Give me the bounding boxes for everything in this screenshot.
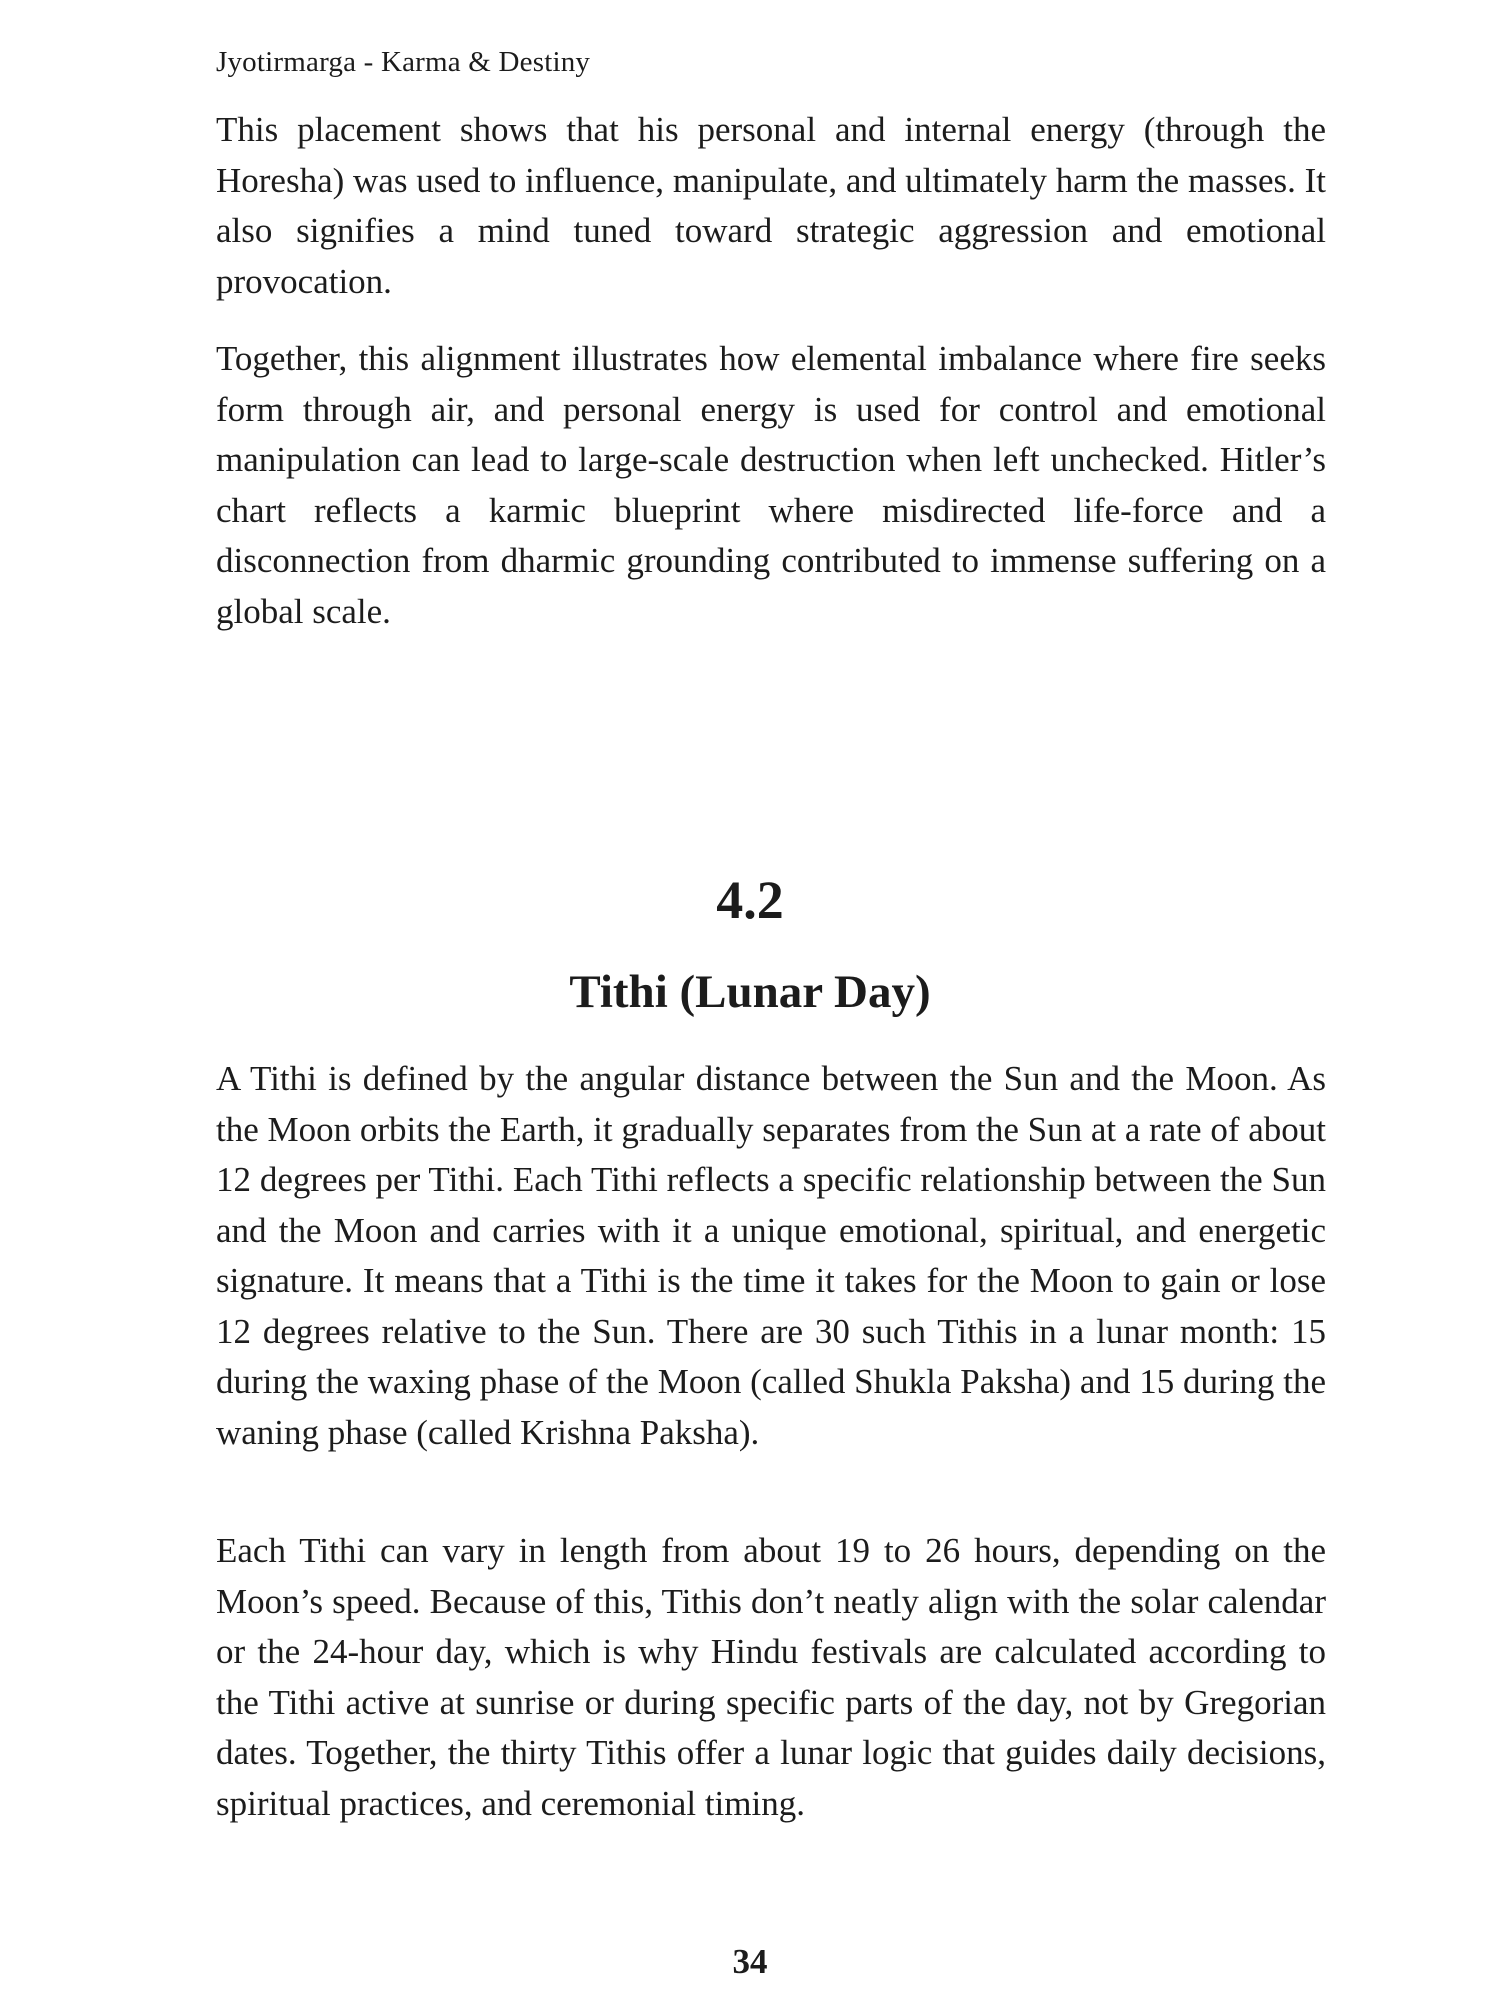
body-paragraph: Together, this alignment illustrates how elemental imbalance where fire seeks form through air, and personal energy is used for control and emotional manipulation can lead to large-scale destruction when left unchecked. Hitler’s chart reflects a karmic blueprint where misdirected life-force and a disconnection from dharmic grounding contributed to immense suffering on a global scale. <box>216 339 1326 631</box>
body-paragraph: Each Tithi can vary in length from about 19 to 26 hours, depending on the Moon’s speed. Because of this, Tithis don’t neatly align with the solar calendar or the 24-hour day, which is why Hindu festivals are calculated according to the Tithi active at sunrise or during specific parts of the day, not by Gregorian dates. Together, the thirty Tithis offer a lunar logic that guides daily decisions, spiritual practices, and ceremonial timing. <box>216 1531 1326 1823</box>
section-title: Tithi (Lunar Day) <box>569 966 931 1018</box>
section-number: 4.2 <box>716 870 784 930</box>
body-paragraph: This placement shows that his personal and internal energy (through the Horesha) was used to influence, manipulate, and ultimately harm the masses. It also signifies a mind tuned toward strategic aggression and emotional provocation. <box>216 110 1326 301</box>
page-number: 34 <box>732 1942 768 1981</box>
body-paragraph: A Tithi is defined by the angular distance between the Sun and the Moon. As the Moon orbits the Earth, it gradually separates from the Sun at a rate of about 12 degrees per Tithi. Each Tithi reflects a specific relationship between the Sun and the Moon and carries with it a unique emotional, spiritual, and energetic signature. It means that a Tithi is the time it takes for the Moon to gain or lose 12 degrees relative to the Sun. There are 30 such Tithis in a lunar month: 15 during the waxing phase of the Moon (called Shukla Paksha) and 15 during the waning phase (called Krishna Paksha). <box>216 1059 1326 1452</box>
running-header: Jyotirmarga - Karma & Destiny <box>216 46 591 78</box>
